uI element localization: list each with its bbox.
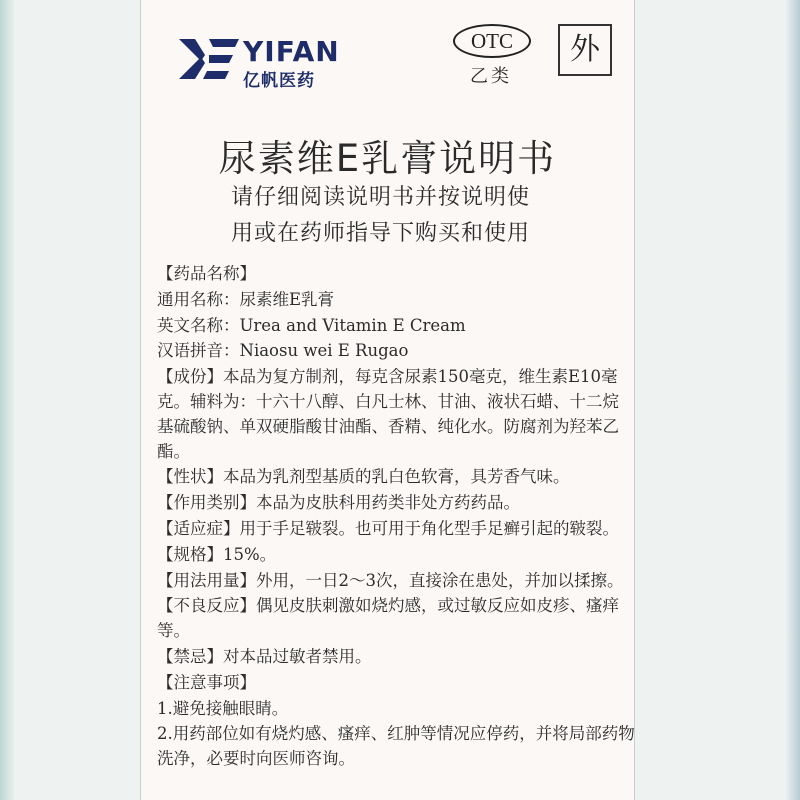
section-indications: 【适应症】用于手足皲裂。也可用于角化型手足癣引起的皲裂。 [157, 518, 619, 538]
brand-logo-icon [179, 37, 239, 81]
document-title: 尿素维E乳膏说明书 [218, 137, 557, 180]
section-precautions: 【注意事项】 [157, 672, 256, 692]
advice-line: 用或在药师指导下购买和使用 [231, 221, 531, 246]
right-background [786, 0, 800, 800]
brand-name-en: YIFAN [243, 35, 340, 68]
precaution-item: 2.用药部位如有烧灼感、瘙痒、红肿等情况应停药，并将局部药物洗净，必要时向医师咨询。 [157, 724, 635, 769]
section-ingredients: 【成份】本品为复方制剂，每克含尿素150毫克，维生素E10毫克。辅料为：十六十八醇、白凡士林、甘油、液状石蜡、十二烷基硫酸钠、单双硬脂酸甘油酯、香精、纯化水。防腐剂为羟苯乙酯。 [157, 367, 619, 461]
otc-class-label: 乙类 [470, 66, 512, 87]
section-contraindications: 【禁忌】对本品过敏者禁用。 [157, 646, 372, 666]
otc-badge: OTC [453, 24, 531, 58]
advice-line: 请仔细阅读说明书并按说明使 [231, 185, 531, 210]
section-adverse-reactions: 【不良反应】偶见皮肤刺激如烧灼感，或过敏反应如皮疹、瘙痒等。 [157, 596, 619, 641]
section-specification: 【规格】15%。 [157, 544, 277, 564]
brand-name-cn: 亿帆医药 [243, 71, 315, 91]
precaution-item: 1.避免接触眼睛。 [157, 698, 289, 718]
pinyin-name: 汉语拼音：Niaosu wei E Rugao [157, 341, 409, 361]
reading-advice [231, 180, 621, 252]
external-use-mark: 外 [558, 24, 612, 76]
section-category: 【作用类别】本品为皮肤科用药类非处方药药品。 [157, 493, 520, 513]
leaflet-sheet [140, 0, 635, 800]
leaflet-header [141, 0, 634, 118]
section-dosage: 【用法用量】外用，一日2～3次，直接涂在患处，并加以揉擦。 [157, 570, 624, 590]
section-description: 【性状】本品为乳剂型基质的乳白色软膏，具芳香气味。 [157, 467, 570, 487]
leaflet-body [157, 262, 635, 773]
section-heading-drug-name: 【药品名称】 [157, 264, 256, 283]
left-background [0, 0, 14, 800]
generic-name: 通用名称：尿素维E乳膏 [157, 289, 335, 309]
english-name: 英文名称：Urea and Vitamin E Cream [157, 315, 466, 335]
